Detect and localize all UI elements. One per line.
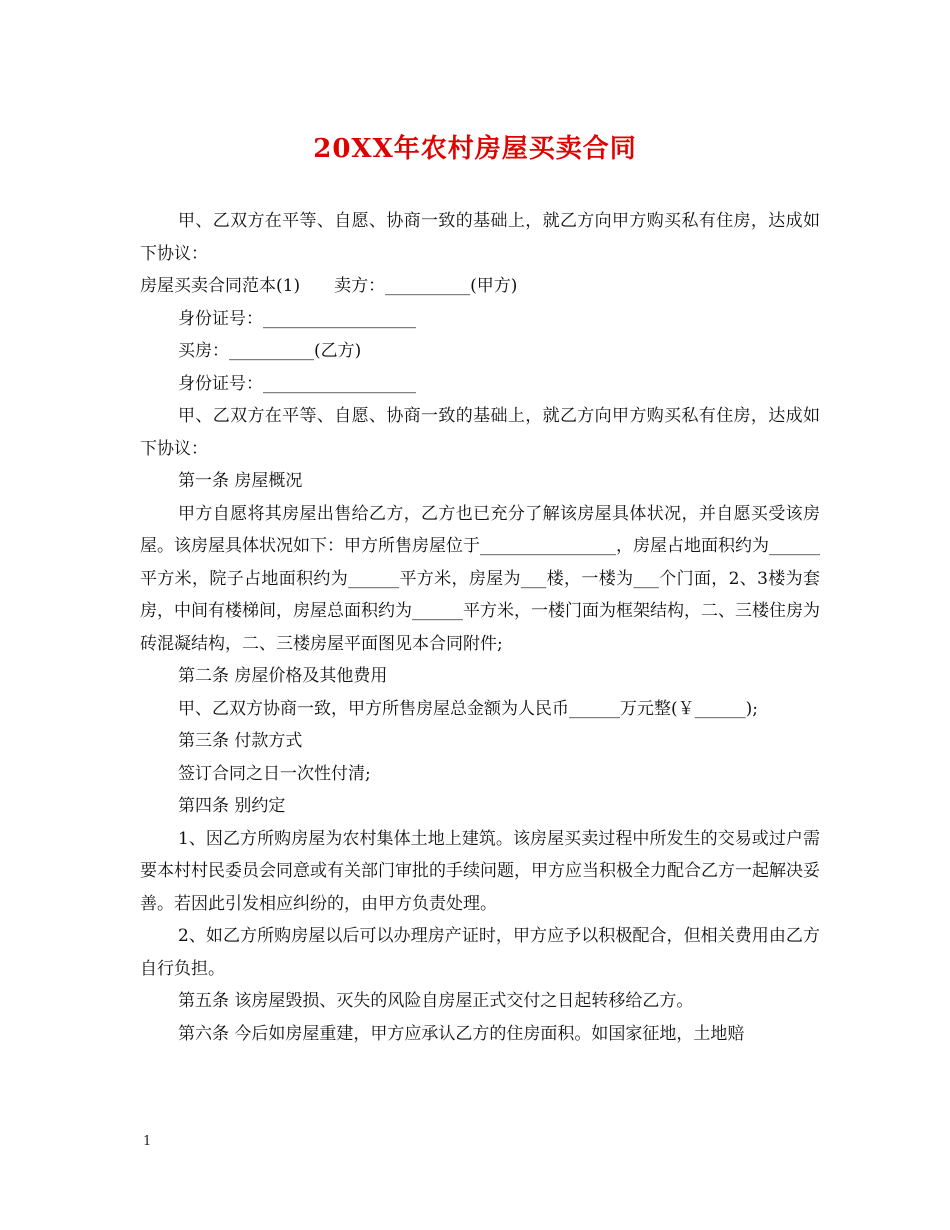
article-2-body: 甲、乙双方协商一致，甲方所售房屋总金额为人民币______万元整(￥______); — [178, 698, 758, 719]
paragraph-agreement: 甲、乙双方在平等、自愿、协商一致的基础上，就乙方向甲方购买私有住房，达成如下协议： — [140, 406, 820, 459]
paragraph-buyer-id: 身份证号：__________________ — [178, 373, 416, 394]
paragraph-seller-id: 身份证号：__________________ — [178, 308, 416, 329]
article-2-heading: 第二条 房屋价格及其他费用 — [178, 666, 388, 686]
article-4-clause-2: 2、如乙方所购房屋以后可以办理房产证时，甲方应予以积极配合，但相关费用由乙方自行负担。 — [140, 926, 820, 979]
article-6: 第六条 今后如房屋重建，甲方应承认乙方的住房面积。如国家征地，土地赔 — [178, 1023, 745, 1044]
paragraph-intro: 甲、乙双方在平等、自愿、协商一致的基础上，就乙方向甲方购买私有住房，达成如下协议： — [140, 211, 820, 264]
document-body — [140, 205, 820, 1050]
article-3-body: 签订合同之日一次性付清; — [178, 763, 371, 784]
paragraph-buyer: 买房：__________(乙方) — [178, 341, 362, 361]
page-number: 1 — [143, 1134, 152, 1149]
article-1-body: 甲方自愿将其房屋出售给乙方，乙方也已充分了解该房屋具体状况，并自愿买受该房屋。该房屋具体状况如下：甲方所售房屋位于________________，房屋占地面积约为______平方米，院子占地面积约为______平方米，房屋为___楼，一楼为___个门面，2、3楼为套房，中间有楼梯间，房屋总面积约为______平方米，一楼门面为框架结构，二、三楼住房为砖混凝结构，二、三楼房屋平面图见本合同附件; — [140, 503, 820, 654]
article-1-heading: 第一条 房屋概况 — [178, 471, 303, 491]
article-5: 第五条 该房屋毁损、灭失的风险自房屋正式交付之日起转移给乙方。 — [178, 991, 694, 1011]
document-title: 20XX年农村房屋买卖合同 — [313, 134, 637, 164]
article-4-heading: 第四条 别约定 — [178, 796, 286, 816]
article-3-heading: 第三条 付款方式 — [178, 731, 303, 751]
article-4-clause-1: 1、因乙方所购房屋为农村集体土地上建筑。该房屋买卖过程中所发生的交易或过户需要本村村民委员会同意或有关部门审批的手续问题，甲方应当积极全力配合乙方一起解决妥善。若因此引发相应纠纷的，由甲方负责处理。 — [140, 828, 820, 914]
paragraph-seller: 房屋买卖合同范本(1) 卖方：__________(甲方) — [140, 276, 518, 296]
